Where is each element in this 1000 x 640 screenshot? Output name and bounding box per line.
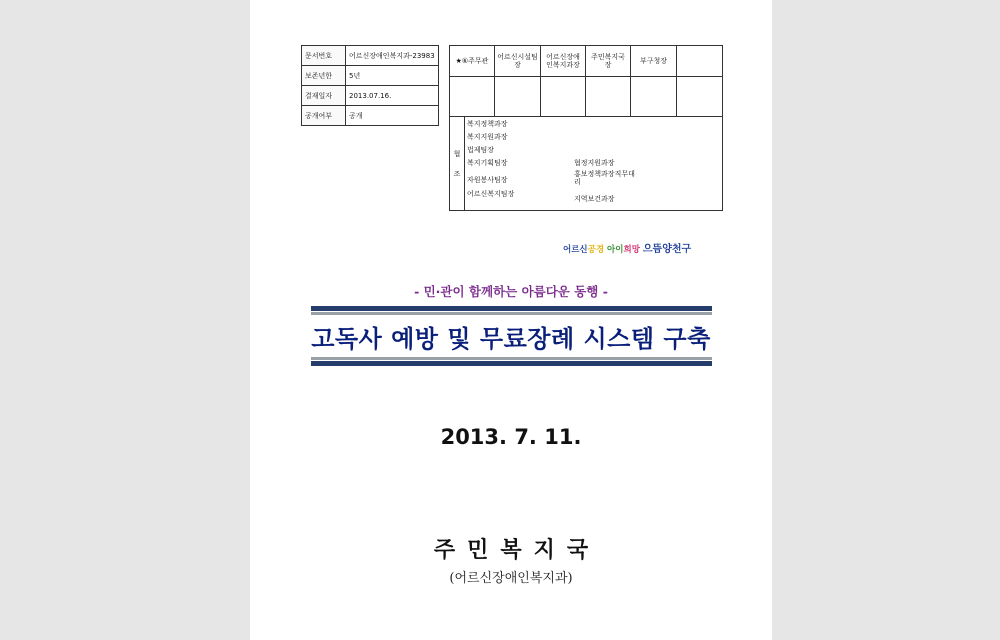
approval-header-cell: 주민복지국장 [586, 46, 631, 76]
cooperation-item: 자원봉사팀장 [467, 176, 508, 184]
meta-value: 공개 [346, 106, 439, 126]
title-rule-top [311, 306, 712, 311]
logo-text: 희망 [623, 245, 640, 255]
cooperation-label-char: 협 [453, 149, 461, 158]
cooperation-item: 지역보건과장 [574, 195, 615, 203]
meta-row [302, 106, 439, 126]
logo-text: 으뜸양천구 [642, 244, 692, 255]
cooperation-item: 법제팀장 [467, 146, 495, 154]
approval-header-cell: 어르신시설팀장 [495, 46, 541, 76]
meta-key: 공개여부 [302, 106, 346, 126]
approval-header-cell [677, 46, 722, 76]
signature-cell [631, 77, 677, 116]
cooperation-item: 어르신복지팀장 [467, 190, 515, 198]
subtitle: - 민·관이 함께하는 아름다운 동행 - [414, 284, 608, 299]
meta-value: 어르신장애인복지과-23983 [346, 46, 439, 66]
cooperation-item: 복지정책과장 [467, 120, 508, 128]
department-name: (어르신장애인복지과) [449, 571, 573, 586]
cooperation-item: 홍보정책과장직무대리 [574, 170, 635, 186]
meta-row [302, 66, 439, 86]
approval-table [449, 45, 723, 211]
approval-header-cell: ★⑥주무관 [450, 46, 495, 76]
signature-cell [541, 77, 586, 116]
cooperation-item: 복지지원과장 [467, 133, 508, 141]
meta-row [302, 46, 439, 66]
approval-header-cell: 어르신장애인복지과장 [541, 46, 586, 76]
title-rule-top-thin [311, 312, 712, 315]
cooperation-label-char: 조 [453, 169, 461, 178]
signature-cell [586, 77, 631, 116]
organization-name: 주민복지국 [433, 538, 601, 563]
meta-key: 문서번호 [302, 46, 346, 66]
document-date: 2013. 7. 11. [440, 425, 582, 449]
cooperation-item: 복지기획팀장 [467, 159, 508, 167]
logo-text: 공경 [587, 245, 605, 255]
title-rule-bottom [311, 361, 712, 366]
meta-key: 결재일자 [302, 86, 346, 106]
signature-cell [677, 77, 722, 116]
logo-text: 아이 [607, 245, 624, 255]
meta-key: 보존년한 [302, 66, 346, 86]
logo-text: 어르신 [563, 245, 588, 255]
cooperation-item: 협정지원과장 [574, 159, 615, 167]
document-meta-table [301, 45, 439, 126]
meta-value: 5년 [346, 66, 439, 86]
approval-header-cell: 부구청장 [631, 46, 677, 76]
document-title: 고독사 예방 및 무료장례 시스템 구축 [311, 325, 711, 353]
document-page [250, 0, 772, 640]
meta-row [302, 86, 439, 106]
signature-cell [450, 77, 495, 116]
cooperation-label [450, 117, 465, 210]
signature-cell [495, 77, 541, 116]
meta-value: 2013.07.16. [346, 86, 439, 106]
approval-header-row [450, 46, 722, 77]
approval-signature-row [450, 77, 722, 117]
title-rule-bottom-thin [311, 357, 712, 360]
district-slogan-logo [563, 240, 691, 255]
